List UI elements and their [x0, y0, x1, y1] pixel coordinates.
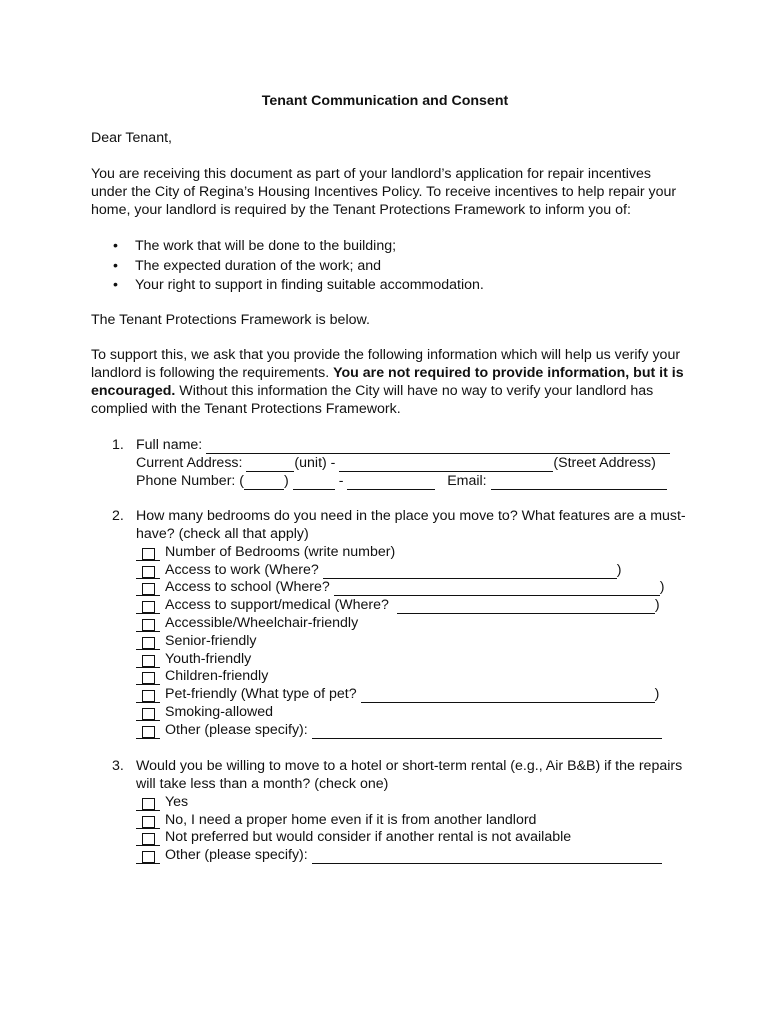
checkbox[interactable] — [136, 831, 160, 846]
checkbox[interactable] — [136, 599, 160, 614]
checkbox[interactable] — [136, 724, 160, 739]
bullet-item: • The work that will be done to the building; — [113, 237, 484, 257]
other-specify-field[interactable] — [312, 724, 662, 739]
checkbox[interactable] — [136, 688, 160, 703]
phone-email-row: Phone Number: ( ) - Email: — [136, 472, 692, 490]
street-address-field[interactable] — [339, 457, 553, 472]
phone-line-field[interactable] — [347, 475, 435, 490]
option-yes: Yes — [136, 793, 692, 811]
question-number: 3. — [112, 758, 124, 774]
phone-area-code-field[interactable] — [244, 475, 284, 490]
support-location-field[interactable] — [397, 599, 655, 614]
question-text: How many bedrooms do you need in the place you move to? What features are a must-have? (check all that apply) — [136, 508, 686, 542]
bullet-item: • Your right to support in finding suitable accommodation. — [113, 276, 484, 296]
option-access-to-school: Access to school (Where? ) — [136, 579, 692, 597]
question-text: Would you be willing to move to a hotel or short-term rental (e.g., Air B&B) if the repairs will take less than a month? (check one) — [136, 758, 683, 792]
document-title: Tenant Communication and Consent — [261, 93, 509, 109]
checkbox[interactable] — [136, 814, 160, 829]
option-pet-friendly: Pet-friendly (What type of pet? ) — [136, 685, 692, 703]
option-not-preferred: Not preferred but would consider if another rental is not available — [136, 829, 692, 847]
checkbox[interactable] — [136, 796, 160, 811]
checkbox[interactable] — [136, 635, 160, 650]
checkbox[interactable] — [136, 617, 160, 632]
option-children-friendly: Children-friendly — [136, 668, 692, 686]
option-other: Other (please specify): — [136, 721, 692, 739]
full-name-field[interactable] — [206, 439, 670, 454]
bullet-list — [113, 237, 484, 296]
checkbox[interactable] — [136, 653, 160, 668]
question-number: 2. — [112, 508, 124, 524]
question-3 — [112, 757, 692, 864]
option-smoking-allowed: Smoking-allowed — [136, 703, 692, 721]
intro-paragraph: You are receiving this document as part of your landlord’s application for repair incentives under the City of Regina’s Housing Incentives Policy. To receive incentives to help repair your home, your landlord is required by the Tenant Protections Framework to inform you of: — [91, 166, 677, 218]
checkbox[interactable] — [136, 849, 160, 864]
other-specify-field[interactable] — [312, 849, 662, 864]
checkbox[interactable] — [136, 564, 160, 579]
email-field[interactable] — [491, 475, 667, 490]
option-youth-friendly: Youth-friendly — [136, 650, 692, 668]
bullet-icon: • — [113, 257, 118, 274]
checkbox[interactable] — [136, 546, 160, 561]
option-no-proper-home: No, I need a proper home even if it is from another landlord — [136, 811, 692, 829]
option-number-of-bedrooms: Number of Bedrooms (write number) — [136, 543, 692, 561]
bullet-icon: • — [113, 277, 118, 293]
address-row: Current Address: (unit) - (Street Address) — [136, 455, 656, 471]
option-access-to-work: Access to work (Where? ) — [136, 561, 692, 579]
question-number: 1. — [112, 437, 124, 453]
salutation: Dear Tenant, — [91, 130, 172, 146]
encouraged-notice: You are not required to provide information, but it is encouraged. — [91, 365, 684, 399]
work-location-field[interactable] — [323, 564, 617, 579]
bullet-icon: • — [113, 238, 118, 254]
option-accessible: Accessible/Wheelchair-friendly — [136, 614, 692, 632]
bullet-item: • The expected duration of the work; and — [113, 257, 484, 277]
support-paragraph: To support this, we ask that you provide the following information which will help us verify your landlord is following the requirements. You are not required to provide information, but it is encouraged. Without this information the City will have no way to verify your landlord has complied with the Tenant Protections Framework. — [91, 347, 684, 417]
option-other: Other (please specify): — [136, 846, 692, 864]
framework-statement: The Tenant Protections Framework is below. — [91, 312, 370, 328]
unit-field[interactable] — [246, 457, 294, 472]
pet-type-field[interactable] — [361, 688, 655, 703]
school-location-field[interactable] — [334, 581, 660, 596]
question-2 — [112, 507, 692, 739]
full-name-row: Full name: — [136, 436, 692, 454]
checkbox[interactable] — [136, 670, 160, 685]
option-senior-friendly: Senior-friendly — [136, 632, 692, 650]
checkbox[interactable] — [136, 581, 160, 596]
question-1 — [112, 436, 692, 490]
checkbox[interactable] — [136, 706, 160, 721]
option-access-to-support: Access to support/medical (Where? ) — [136, 596, 692, 614]
phone-prefix-field[interactable] — [293, 475, 335, 490]
